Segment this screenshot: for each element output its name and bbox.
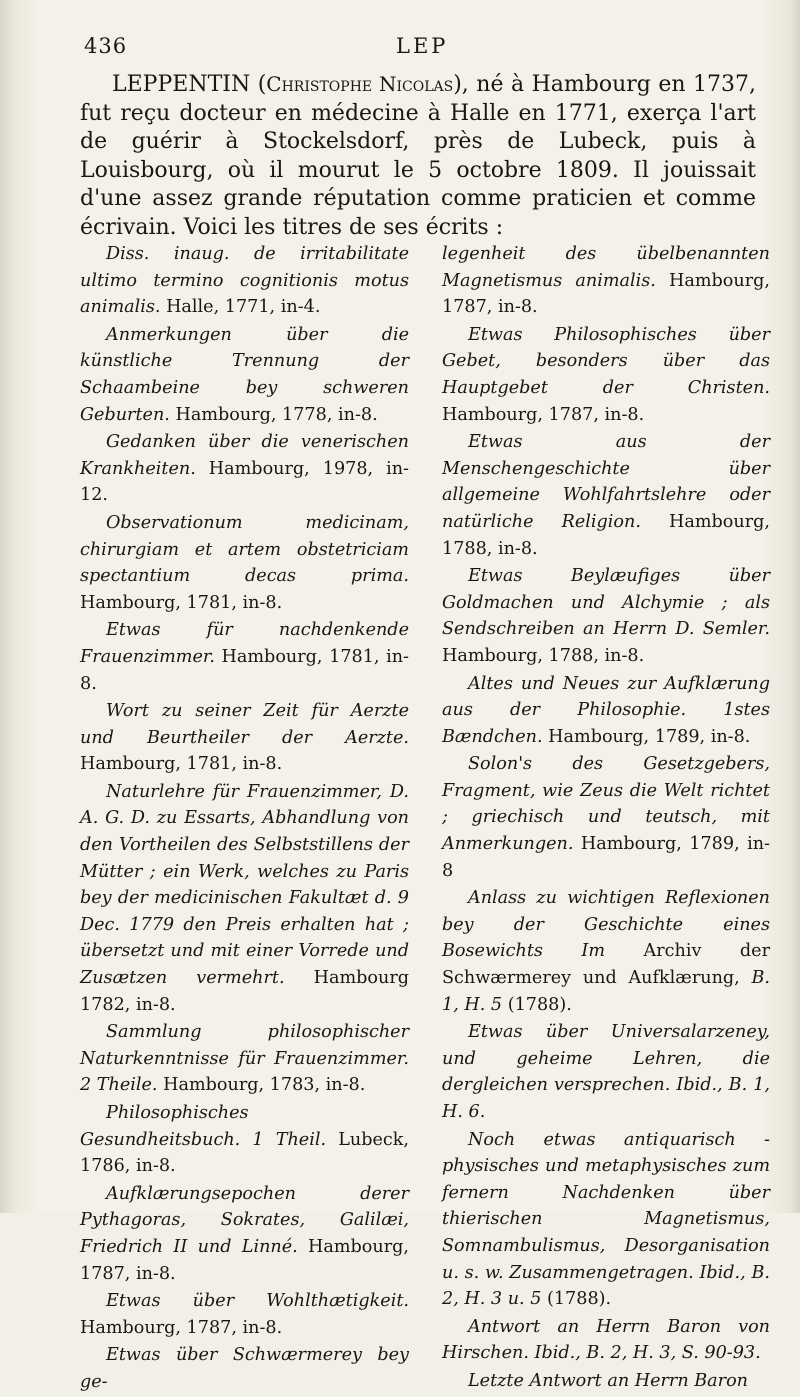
entry-title: Philosophisches Gesundheitsbuch. 1 Theil. (80, 1103, 327, 1150)
entry-title: Etwas Philosophisches über Gebet, besonders über das Hauptgebet der Christen. (442, 324, 770, 398)
entry-publication: Halle, 1771, in-4. (160, 297, 321, 318)
entry-title: Letzte Antwort an Herrn Baron (468, 1370, 749, 1391)
entry-title: Noch etwas antiquarisch - physisches und metaphysisches zum fernern Nachdenken über thierischen Magnetismus, Somnambulismus, Desorganisation u. s. w. Zusammengetragen. Ibid., B. 2, H. 3 u. 5 (442, 1129, 770, 1310)
bibliography-entry (80, 429, 409, 509)
entry-title: Etwas aus der Menschengeschichte über allgemeine Wohlfahrtslehre oder natürliche Religion. (442, 432, 770, 532)
bibliography-entry (442, 429, 770, 562)
entry-title: Solon's des Gesetzgebers, Fragment, wie Zeus die Welt richtet ; griechisch und teutsch, mit Anmerkungen. (442, 754, 770, 855)
entry-title: Diss. inaug. de irritabilitate ultimo termino cognitionis motus animalis. (80, 244, 409, 318)
bibliography-entry (80, 1100, 409, 1180)
bibliography-entry (80, 241, 409, 321)
entry-publication: Archiv der Schwærmerey und Aufklærung, (442, 941, 770, 989)
bibliography-entry (442, 671, 770, 751)
entry-publication: Hambourg, 1788, in-8. (442, 645, 645, 666)
bibliography-columns (80, 241, 770, 1397)
left-column (80, 241, 409, 1397)
author-name: LEPPENTIN (112, 72, 251, 97)
entry-title: legenheit des übelbenannten Magnetismus animalis. (442, 244, 770, 291)
bibliography-entry (80, 779, 409, 1018)
bibliography-entry (442, 1314, 770, 1367)
entry-publication: Hambourg, 1978, in-12. (80, 458, 409, 506)
entry-title: Altes und Neues zur Aufklærung aus der Philosophie. 1stes Bændchen. (442, 673, 770, 747)
bibliography-entry (442, 241, 770, 321)
entry-publication: Hambourg 1782, in-8. (80, 968, 409, 1015)
entry-volume: B. 1, H. 5 (442, 968, 770, 1015)
author-given-names: Christophe Nicolas (266, 72, 454, 96)
right-column (442, 241, 770, 1397)
entry-publication: Hambourg, 1787, in-8. (442, 270, 770, 318)
entry-publication: Hambourg, 1789, in-8. (542, 726, 751, 747)
bibliography-entry (80, 510, 409, 616)
bibliography-entry (442, 1127, 770, 1313)
bibliography-entry (80, 617, 409, 697)
page-number: 436 (84, 34, 128, 58)
entry-title: Anlass zu wichtigen Reflexionen bey der Geschichte eines Bosewichts Im (442, 888, 770, 962)
entry-publication: Hambourg, 1781, in-8. (80, 592, 283, 613)
entry-publication: Hambourg, 1789, in-8 (442, 834, 770, 881)
entry-year: (1788). (502, 994, 572, 1015)
entry-title: Observationum medicinam, chirurgiam et artem obstetriciam spectantium decas prima. (80, 512, 409, 587)
bibliography-entry (80, 698, 409, 778)
bibliography-entry (80, 1019, 409, 1099)
bibliography-entry (442, 751, 770, 884)
intro-text: ), né à Hambourg en 1737, fut reçu docteur en médecine à Halle en 1771, exerça l'art de guérir à Stockelsdorf, près de Lubeck, puis à Louisbourg, où il mourut le 5 octobre 1809. Il jouissait d'une assez grande réputation comme praticien et comme écrivain. Voici les titres de ses écrits : (80, 72, 757, 240)
bibliography-entry (80, 1342, 409, 1395)
entry-title: Etwas über Universalarzeney, und geheime Lehren, die dergleichen versprechen. Ibid., B. 1, H. 6. (442, 1022, 770, 1122)
bibliography-entry (80, 1181, 409, 1287)
entry-publication: Hambourg, 1783, in-8. (157, 1075, 366, 1096)
entry-title: Gedanken über die venerischen Krankheiten. (80, 432, 409, 479)
bibliography-entry (442, 1368, 770, 1395)
entry-publication: Hambourg, 1787, in-8. (80, 1317, 283, 1338)
bibliography-entry (442, 322, 770, 428)
entry-publication: Hambourg, 1781, in-8. (80, 646, 409, 694)
bibliography-entry (442, 563, 770, 669)
entry-title: Sammlung philosophischer Naturkenntnisse für Frauenzimmer. 2 Theile. (80, 1022, 409, 1096)
entry-title: Antwort an Herrn Baron von Hirschen. Ibid., B. 2, H. 3, S. 90-93. (442, 1316, 770, 1364)
entry-publication: (1788). (541, 1289, 612, 1310)
entry-title: Etwas Beylæufiges über Goldmachen und Alchymie ; als Sendschreiben an Herrn D. Semler. (442, 566, 770, 640)
entry-title: Etwas über Wohlthætigkeit. (106, 1291, 409, 1312)
bibliography-entry (80, 322, 409, 428)
bibliography-entry (442, 885, 770, 1018)
entry-publication: Lubeck, 1786, in-8. (80, 1129, 409, 1177)
entry-title: Aufklærungsepochen derer Pythagoras, Sokrates, Galilæi, Friedrich II und Linné. (80, 1183, 409, 1257)
bibliography-entry (80, 1288, 409, 1341)
intro-paragraph: LEPPENTIN (Christophe Nicolas), né à Hambourg en 1737, fut reçu docteur en médecine à Halle en 1771, exerça l'art de guérir à Stockelsdorf, près de Lubeck, puis à Louisbourg, où il mourut le 5 octobre 1809. Il jouissait d'une assez grande réputation comme praticien et comme écrivain. Voici les titres de ses écrits : (80, 72, 757, 240)
entry-publication: Hambourg, 1778, in-8. (169, 404, 378, 425)
running-head (84, 34, 756, 62)
running-title: LEP (396, 34, 449, 58)
entry-publication: Hambourg, 1781, in-8. (80, 754, 283, 775)
entry-title: Naturlehre für Frauenzimmer, D. A. G. D. zu Essarts, Abhandlung von den Vortheilen des Selbststillens der Mütter ; ein Werk, welches zu Paris bey der medicinischen Fakultæt d. 9 Dec. 1779 den Preis erhalten hat ; übersetzt und mit einer Vorrede und Zusætzen vermehrt. (80, 781, 409, 989)
entry-publication: Hambourg, 1787, in-8. (80, 1236, 409, 1284)
entry-title: Etwas über Schwærmerey bey ge- (80, 1345, 409, 1392)
bibliography-entry (442, 1019, 770, 1125)
entry-title: Etwas für nachdenkende Frauenzimmer. (80, 620, 409, 667)
entry-publication: Hambourg, 1788, in-8. (442, 511, 770, 559)
entry-title: Wort zu seiner Zeit für Aerzte und Beurtheiler der Aerzte. (80, 701, 409, 748)
entry-title: Anmerkungen über die künstliche Trennung der Schaambeine bey schweren Geburten. (80, 324, 409, 425)
entry-publication: Hambourg, 1787, in-8. (442, 404, 645, 425)
